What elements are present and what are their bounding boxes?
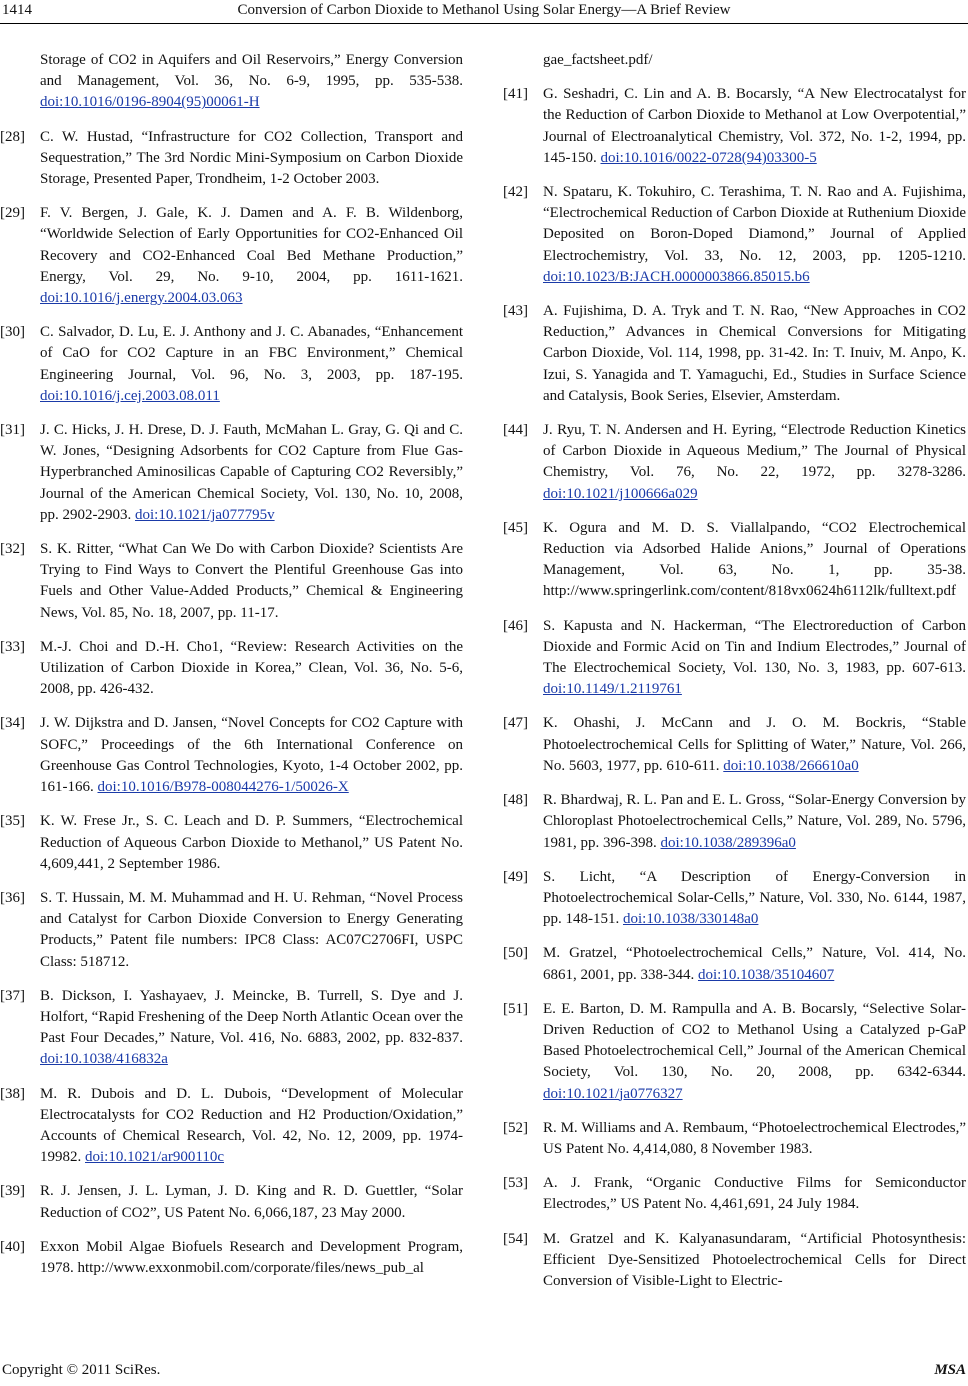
copyright-notice: Copyright © 2011 SciRes. bbox=[2, 1362, 161, 1378]
reference-49 bbox=[503, 867, 966, 931]
page-footer bbox=[0, 1362, 968, 1386]
ref-number: [45] bbox=[503, 519, 528, 536]
doi-link[interactable]: doi:10.1023/B:JACH.0000003866.85015.b6 bbox=[543, 268, 810, 285]
doi-link[interactable]: doi:10.1016/0196-8904(95)00061-H bbox=[40, 94, 260, 111]
ref-text: K. Ohashi, J. McCann and J. O. M. Bockris, “Stable Photoelectrochemical Cells for Splitting of Water,” Nature, Vol. 266, No. 5603, 1977, pp. 610-611. doi:10.1038/266610a0 bbox=[543, 715, 966, 774]
ref-text: M. R. Dubois and D. L. Dubois, “Development of Molecular Electrocatalysts for CO2 Reduction and H2 Production/Oxidation,” Accounts of Chemical Research, Vol. 42, No. 12, 2009, pp. 1974-19982. doi:10.1021/ar900110c bbox=[40, 1085, 463, 1166]
ref-number: [42] bbox=[503, 184, 528, 201]
ref-text: R. M. Williams and A. Rembaum, “Photoelectrochemical Electrodes,” US Patent No. 4,414,080, 8 November 1983. bbox=[543, 1119, 966, 1157]
reference-37 bbox=[0, 986, 463, 1071]
ref-number: [50] bbox=[503, 945, 528, 962]
ref-text: M.-J. Choi and D.-H. Cho1, “Review: Research Activities on the Utilization of Carbon Dioxide in Korea,” Clean, Vol. 36, No. 5-6, 2008, pp. 426-432. bbox=[40, 638, 463, 698]
doi-link[interactable]: doi:10.1016/j.energy.2004.03.063 bbox=[40, 290, 243, 307]
ref-text: F. V. Bergen, J. Gale, K. J. Damen and A. F. B. Wildenborg, “Worldwide Selection of Early Opportunities for CO2-Enhanced Oil Recovery and CO2-Enhanced Coal Bed Methane Production,” Energy, Vol. 29, No. 9-10, 2004, pp. 1611-1621. doi:10.1016/j.energy.2004.03.063 bbox=[40, 205, 463, 307]
ref-number: [29] bbox=[0, 205, 25, 222]
header-rule bbox=[0, 23, 968, 24]
ref-text: S. T. Hussain, M. M. Muhammad and H. U. Rehman, “Novel Process and Catalyst for Carbon Dioxide Conversion to Energy Generating Products,” Patent file numbers: IPC8 Class: AC07C2706FI, USPC Class: 518712. bbox=[40, 889, 463, 970]
reference-43 bbox=[503, 301, 966, 407]
reference-47 bbox=[503, 713, 966, 777]
references-right-column bbox=[503, 50, 966, 1305]
ref-number: [40] bbox=[0, 1238, 25, 1255]
doi-link[interactable]: doi:10.1038/416832a bbox=[40, 1051, 168, 1068]
ref-text: R. J. Jensen, J. L. Lyman, J. D. King and R. D. Guettler, “Solar Reduction of CO2”, US Patent No. 6,066,187, 23 May 2000. bbox=[40, 1183, 463, 1221]
ref-text: S. Licht, “A Description of Energy-Conversion in Photoelectrochemical Solar-Cells,” Nature, Vol. 330, No. 6144, 1987, pp. 148-151. doi:10.1038/330148a0 bbox=[543, 868, 966, 928]
reference-30 bbox=[0, 322, 463, 407]
reference-33 bbox=[0, 637, 463, 701]
reference-53 bbox=[503, 1173, 966, 1215]
page-header bbox=[0, 2, 968, 24]
references-left-column bbox=[0, 50, 463, 1292]
ref-number: [47] bbox=[503, 715, 528, 732]
ref-number: [49] bbox=[503, 868, 528, 885]
ref-number: [28] bbox=[0, 128, 25, 145]
doi-link[interactable]: doi:10.1021/ar900110c bbox=[85, 1149, 225, 1166]
ref-number: [35] bbox=[0, 813, 25, 830]
ref-number: [41] bbox=[503, 86, 528, 103]
ref-text: N. Spataru, K. Tokuhiro, C. Terashima, T. N. Rao and A. Fujishima, “Electrochemical Reduction of Carbon Dioxide at Ruthenium Dioxide Deposited on Boron-Doped Diamond,” Journal of Applied Electrochemistry, Vol. 33, No. 12, 2003, pp. 1205-1210. doi:10.1023/B:JACH.0000003866.85015.b6 bbox=[543, 184, 966, 285]
ref-number: [44] bbox=[503, 422, 528, 439]
ref-text: A. J. Frank, “Organic Conductive Films for Semiconductor Electrodes,” US Patent No. 4,461,691, 24 July 1984. bbox=[543, 1175, 966, 1213]
ref-text: K. W. Frese Jr., S. C. Leach and D. P. Summers, “Electrochemical Reduction of Aqueous Carbon Dioxide to Methanol,” US Patent No. 4,609,441, 2 September 1986. bbox=[40, 813, 463, 872]
doi-link[interactable]: doi:10.1021/ja077795v bbox=[135, 506, 275, 523]
ref-number: [33] bbox=[0, 638, 25, 655]
ref-text: B. Dickson, I. Yashayaev, J. Meincke, B. Turrell, S. Dye and J. Holfort, “Rapid Freshening of the Deep North Atlantic Ocean over the Past Four Decades,” Nature, Vol. 416, No. 6883, 2002, pp. 832-837. doi:10.1038/416832a bbox=[40, 987, 463, 1068]
ref-number: [52] bbox=[503, 1119, 528, 1136]
ref-text: J. Ryu, T. N. Andersen and H. Eyring, “Electrode Reduction Kinetics of Carbon Dioxide in Aqueous Medium,” The Journal of Physical Chemistry, Vol. 76, No. 22, 1972, pp. 3278-3286. doi:10.1021/j100666a029 bbox=[543, 422, 966, 502]
doi-link[interactable]: doi:10.1021/j100666a029 bbox=[543, 485, 698, 502]
doi-link[interactable]: doi:10.1016/j.cej.2003.08.011 bbox=[40, 387, 220, 404]
running-title: Conversion of Carbon Dioxide to Methanol Using Solar Energy—A Brief Review bbox=[237, 2, 731, 18]
ref-text: J. C. Hicks, J. H. Drese, D. J. Fauth, McMahan L. Gray, G. Qi and C. W. Jones, “Designing Adsorbents for CO2 Capture from Flue Gas-Hyperbranched Aminosilicas Capable of Capturing CO2 Reversibly,” Journal of the American Chemical Society, Vol. 130, No. 10, 2008, pp. 2902-2903. doi:10.1021/ja077795v bbox=[40, 422, 463, 523]
ref-text: E. E. Barton, D. M. Rampulla and A. B. Bocarsly, “Selective Solar-Driven Reduction of CO2 to Methanol Using a Catalyzed p-GaP Based Photoelectrochemical Cell,” Journal of the American Chemical Society, Vol. 130, No. 20, 2008, pp. 6342-6344. doi:10.1021/ja0776327 bbox=[543, 1000, 966, 1102]
ref-text: A. Fujishima, D. A. Tryk and T. N. Rao, “New Approaches in CO2 Reduction,” Advances in Chemical Conversions for Mitigating Carbon Dioxide, Vol. 114, 1998, pp. 31-42. In: T. Inuiv, M. Anpo, K. Izui, S. Yanagida and T. Yamaguchi, Ed., Studies in Surface Science and Catalysis, Book Series, Elsevier, Amsterdam. bbox=[543, 303, 966, 404]
ref-text: S. Kapusta and N. Hackerman, “The Electroreduction of Carbon Dioxide and Formic Acid on Tin and Indium Electrodes,” Journal of The Electrochemical Society, Vol. 130, No. 3, 1983, pp. 607-613. doi:10.1149/1.2119761 bbox=[543, 617, 966, 698]
ref-number: [39] bbox=[0, 1183, 25, 1200]
journal-abbrev: MSA bbox=[934, 1362, 966, 1378]
reference-42 bbox=[503, 182, 966, 288]
ref-number: [48] bbox=[503, 792, 528, 809]
reference-51 bbox=[503, 999, 966, 1105]
ref-number: [53] bbox=[503, 1175, 528, 1192]
reference-32 bbox=[0, 539, 463, 624]
reference-45 bbox=[503, 518, 966, 603]
ref-text: M. Gratzel, “Photoelectrochemical Cells,” Nature, Vol. 414, No. 6861, 2001, pp. 338-344. doi:10.1038/35104607 bbox=[543, 945, 966, 983]
ref-number: [31] bbox=[0, 422, 25, 439]
ref-number: [54] bbox=[503, 1230, 528, 1247]
ref-text: Exxon Mobil Algae Biofuels Research and Development Program, 1978. http://www.exxonmobil.com/corporate/files/news_pub_al bbox=[40, 1238, 463, 1276]
ref-text: M. Gratzel and K. Kalyanasundaram, “Artificial Photosynthesis: Efficient Dye-Sensitized Photoelectrochemical Cells for Direct Conversion of Visible-Light to Electric- bbox=[543, 1230, 966, 1289]
ref-number: [38] bbox=[0, 1085, 25, 1102]
page-number: 1414 bbox=[2, 2, 32, 18]
reference-48 bbox=[503, 790, 966, 854]
reference-34 bbox=[0, 713, 463, 798]
ref-number: [36] bbox=[0, 889, 25, 906]
ref-text: Storage of CO2 in Aquifers and Oil Reservoirs,” Energy Conversion and Management, Vol. 36, No. 6-9, 1995, pp. 535-538. doi:10.1016/0196-8904(95)00061-H bbox=[40, 52, 463, 111]
reference-40-cont bbox=[503, 50, 966, 71]
reference-36 bbox=[0, 888, 463, 973]
ref-text: S. K. Ritter, “What Can We Do with Carbon Dioxide? Scientists Are Trying to Find Ways to Convert the Plentiful Greenhouse Gas into Fuels and Other Value-Added Products,” Chemical & Engineering News, Vol. 85, No. 18, 2007, pp. 11-17. bbox=[40, 541, 463, 621]
doi-link[interactable]: doi:10.1021/ja0776327 bbox=[543, 1085, 683, 1102]
reference-40 bbox=[0, 1237, 463, 1279]
reference-31 bbox=[0, 420, 463, 526]
ref-text: C. Salvador, D. Lu, E. J. Anthony and J. C. Abanades, “Enhancement of CaO for CO2 Capture in an FBC Environment,” Chemical Engineering Journal, Vol. 96, No. 3, 2003, pp. 187-195. doi:10.1016/j.cej.2003.08.011 bbox=[40, 324, 463, 404]
ref-text: gae_factsheet.pdf/ bbox=[543, 52, 653, 68]
ref-number: [34] bbox=[0, 715, 25, 732]
reference-27-cont bbox=[0, 50, 463, 114]
ref-number: [30] bbox=[0, 324, 25, 341]
doi-link[interactable]: doi:10.1016/B978-008044276-1/50026-X bbox=[97, 779, 349, 796]
reference-38 bbox=[0, 1084, 463, 1169]
ref-number: [32] bbox=[0, 541, 25, 558]
doi-link[interactable]: doi:10.1038/266610a0 bbox=[723, 757, 859, 774]
doi-link[interactable]: doi:10.1038/35104607 bbox=[698, 966, 835, 983]
ref-number: [51] bbox=[503, 1000, 528, 1017]
reference-41 bbox=[503, 84, 966, 169]
doi-link[interactable]: doi:10.1038/289396a0 bbox=[660, 834, 796, 851]
ref-number: [46] bbox=[503, 617, 528, 634]
ref-text: K. Ogura and M. D. S. Viallalpando, “CO2 Electrochemical Reduction via Adsorbed Halide Anions,” Journal of Operations Management, Vol. 63, No. 1, pp. 35-38. http://www.springerlink.com/content/818vx0624h6112lk/fulltext.pdf bbox=[543, 519, 966, 600]
reference-52 bbox=[503, 1118, 966, 1160]
ref-text: J. W. Dijkstra and D. Jansen, “Novel Concepts for CO2 Capture with SOFC,” Proceedings of the 6th International Conference on Greenhouse Gas Control Technologies, Kyoto, 1-4 October 2002, pp. 161-166. doi:10.1016/B978-008044276-1/50026-X bbox=[40, 715, 463, 796]
reference-50 bbox=[503, 943, 966, 985]
reference-46 bbox=[503, 616, 966, 701]
doi-link[interactable]: doi:10.1016/0022-0728(94)03300-5 bbox=[600, 149, 817, 166]
doi-link[interactable]: doi:10.1149/1.2119761 bbox=[543, 681, 682, 698]
reference-29 bbox=[0, 203, 463, 309]
doi-link[interactable]: doi:10.1038/330148a0 bbox=[623, 911, 759, 928]
ref-text: G. Seshadri, C. Lin and A. B. Bocarsly, “A New Electrocatalyst for the Reduction of Carbon Dioxide to Methanol at Low Overpotential,” Journal of Electroanalytical Chemistry, Vol. 372, No. 1-2, 1994, pp. 145-150. doi:10.1016/0022-0728(94)03300-5 bbox=[543, 86, 966, 166]
reference-54 bbox=[503, 1229, 966, 1293]
ref-number: [43] bbox=[503, 303, 528, 320]
reference-44 bbox=[503, 420, 966, 505]
ref-number: [37] bbox=[0, 987, 25, 1004]
reference-39 bbox=[0, 1181, 463, 1223]
ref-text: C. W. Hustad, “Infrastructure for CO2 Collection, Transport and Sequestration,” The 3rd Nordic Mini-Symposium on Carbon Dioxide Storage, Presented Paper, Trondheim, 1-2 October 2003. bbox=[40, 128, 463, 188]
ref-text: R. Bhardwaj, R. L. Pan and E. L. Gross, “Solar-Energy Conversion by Chloroplast Photoelectrochemical Cells,” Nature, Vol. 289, No. 5796, 1981, pp. 396-398. doi:10.1038/289396a0 bbox=[543, 792, 966, 851]
reference-28 bbox=[0, 127, 463, 191]
reference-35 bbox=[0, 811, 463, 875]
